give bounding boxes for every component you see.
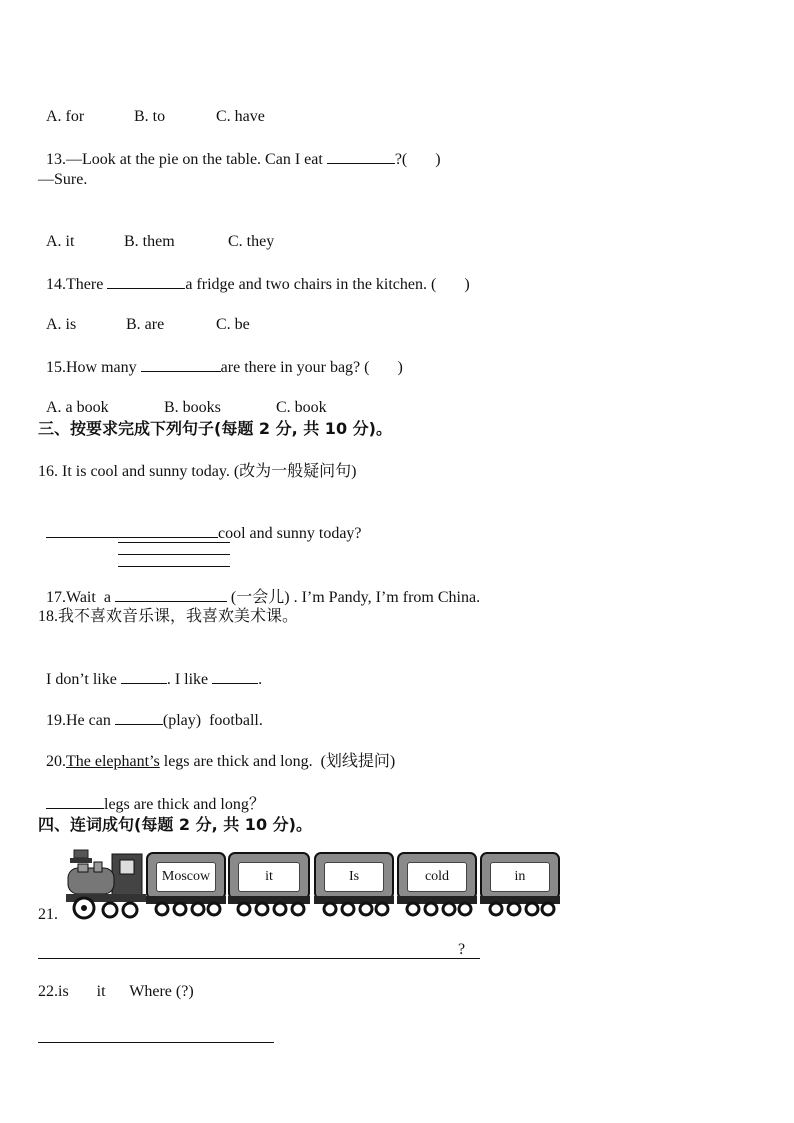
- q20-rest: legs are thick and long. (划线提问): [159, 753, 396, 770]
- q16-blank[interactable]: [46, 523, 218, 538]
- q17-prompt: [38, 567, 480, 608]
- q17-rule-2: [118, 554, 230, 555]
- q18-blank-2[interactable]: [212, 669, 258, 684]
- q14-option-b: B. are: [126, 316, 165, 333]
- q14-option-a: A. is: [46, 316, 77, 333]
- q15-option-a: A. a book: [46, 399, 109, 416]
- q20-prompt: [38, 732, 395, 772]
- q12-option-a: A. for: [46, 108, 85, 125]
- train-car-2: [228, 852, 310, 904]
- q14-options: [38, 295, 250, 335]
- q13-options: [38, 212, 274, 252]
- q18-part2: . I like: [166, 671, 213, 688]
- q20-blank[interactable]: [46, 794, 104, 809]
- q15-rest: are there in your bag? ( ): [220, 359, 403, 376]
- word-card-4[interactable]: cold: [407, 862, 467, 892]
- q13-blank[interactable]: [327, 149, 395, 164]
- q12-option-b: B. to: [134, 108, 166, 125]
- q15-blank[interactable]: [141, 357, 221, 372]
- q16-answer-tail: cool and sunny today?: [218, 525, 362, 542]
- q22-answer-line[interactable]: [38, 1042, 274, 1043]
- q13-prompt-end: ?( ): [394, 151, 441, 168]
- q21-end-mark: ?: [458, 941, 466, 958]
- train-car-3: [314, 852, 394, 904]
- train-car-4: [397, 852, 477, 904]
- train-car-1: [146, 852, 226, 904]
- q15-options: [38, 378, 327, 418]
- q14-number: 14.There: [46, 276, 108, 293]
- q18-end: .: [258, 671, 263, 688]
- word-card-3[interactable]: Is: [324, 862, 384, 892]
- q19-blank[interactable]: [115, 710, 163, 725]
- word-card-1[interactable]: Moscow: [156, 862, 216, 892]
- train-car-5: [480, 852, 560, 904]
- q15-prompt: [38, 337, 403, 378]
- q18-blank-1[interactable]: [121, 669, 167, 684]
- q14-blank[interactable]: [107, 274, 185, 289]
- q13-prompt-text: 13.—Look at the pie on the table. Can I eat: [46, 151, 327, 168]
- q13-prompt: [38, 129, 441, 170]
- q17-rule-1: [118, 542, 230, 543]
- q19-before: 19.He can: [46, 712, 115, 729]
- q17-blank[interactable]: [115, 587, 227, 602]
- q18-prompt: 18.我不喜欢音乐课，我喜欢美术课。: [38, 608, 299, 625]
- word-card-5[interactable]: in: [490, 862, 550, 892]
- q20-number: 20.: [46, 753, 66, 770]
- q15-option-b: B. books: [164, 399, 221, 416]
- locomotive-icon: [64, 848, 148, 922]
- q17-before: 17.Wait a: [46, 589, 115, 606]
- q15-number: 15.How many: [46, 359, 141, 376]
- q18-answer: [38, 649, 262, 690]
- q13-option-c: C. they: [228, 233, 275, 250]
- q19-prompt: [38, 690, 263, 731]
- section-3-title: 三、按要求完成下列句子(每题 2 分, 共 10 分)。: [38, 419, 392, 438]
- q19-after: (play) football.: [162, 712, 263, 729]
- q17-after: (一会儿) . I’m Pandy, I’m from China.: [226, 589, 481, 606]
- q16-prompt: 16. It is cool and sunny today. (改为一般疑问句): [38, 463, 357, 480]
- q15-option-c: C. book: [276, 399, 327, 416]
- q20-underlined-part: The elephant’s: [66, 753, 160, 770]
- q20-answer: [38, 774, 265, 815]
- q18-part1: I don’t like: [46, 671, 121, 688]
- q22-prompt: 22.is it Where (?): [38, 983, 194, 1000]
- q21-number: 21.: [38, 906, 58, 923]
- q20-answer-tail: legs are thick and long？: [104, 796, 265, 813]
- q13-option-b: B. them: [124, 233, 175, 250]
- q12-option-c: C. have: [216, 108, 265, 125]
- q13-option-a: A. it: [46, 233, 75, 250]
- q16-answer: [38, 503, 362, 544]
- q14-prompt: [38, 254, 470, 295]
- q14-rest: a fridge and two chairs in the kitchen. ( ): [185, 276, 470, 293]
- section-4-title: 四、连词成句(每题 2 分, 共 10 分)。: [38, 815, 312, 834]
- q13-reply: —Sure.: [38, 171, 88, 188]
- q12-options: [38, 87, 265, 127]
- q21-answer-line[interactable]: [38, 958, 480, 959]
- word-card-2[interactable]: it: [238, 862, 300, 892]
- q14-option-c: C. be: [216, 316, 250, 333]
